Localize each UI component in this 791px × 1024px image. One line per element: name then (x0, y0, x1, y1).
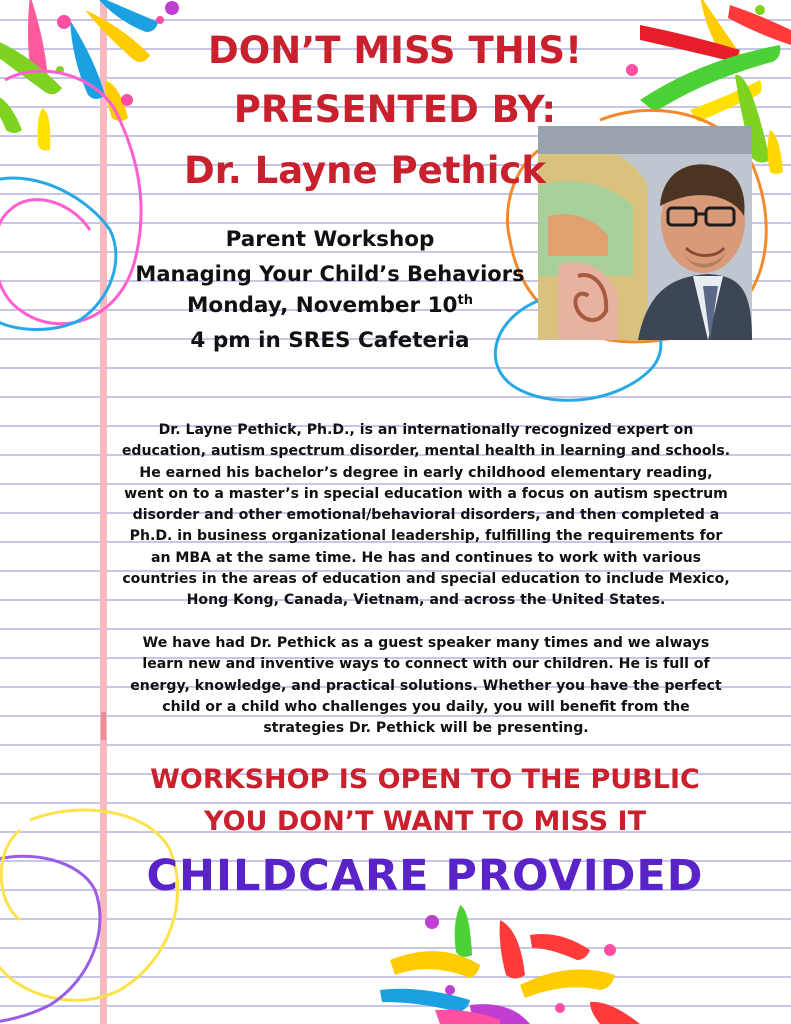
event-date-suffix: th (457, 292, 473, 308)
headline-speaker-name: Dr. Layne Pethick (184, 149, 546, 192)
childcare-provided-callout: CHILDCARE PROVIDED (146, 851, 704, 901)
event-title: Managing Your Child’s Behaviors (135, 262, 525, 286)
open-to-public-callout: WORKSHOP IS OPEN TO THE PUBLIC (150, 764, 700, 795)
speaker-bio-paragraph: Dr. Layne Pethick, Ph.D., is an internationally recognized expert on education, autism spectrum disorder, mental health in learning and schools. He earned his bachelor’s degree in early childhood elementary reading, went on to a master’s in special education with a focus on autism spectrum disorder and other emotional/behavioral disorders, and then completed a Ph.D. in business organizational leadership, fulfilling the requirements for an MBA at the same time. He has and continues to work with various countries in the areas of education and special education to include Mexico, Hong Kong, Canada, Vietnam, and across the United States. (121, 422, 731, 609)
paint-splash-icon (380, 905, 640, 1024)
testimonial-paragraph: We have had Dr. Pethick as a guest speaker many times and we always learn new and inventive ways to connect with our children. He is full of energy, knowledge, and practical solutions. Whether you have the perfect child or a child who challenges you daily, you will benefit from the strategies Dr. Pethick will be presenting. (130, 635, 722, 737)
headline-dont-miss: DON’T MISS THIS! (208, 29, 582, 72)
event-date-text: Monday, November 10 (187, 293, 458, 318)
headline-presented-by: PRESENTED BY: (233, 88, 557, 131)
event-date (110, 293, 550, 318)
event-type: Parent Workshop (225, 227, 435, 252)
event-time-location: 4 pm in SRES Cafeteria (190, 328, 470, 353)
dont-miss-callout: YOU DON’T WANT TO MISS IT (203, 806, 646, 837)
